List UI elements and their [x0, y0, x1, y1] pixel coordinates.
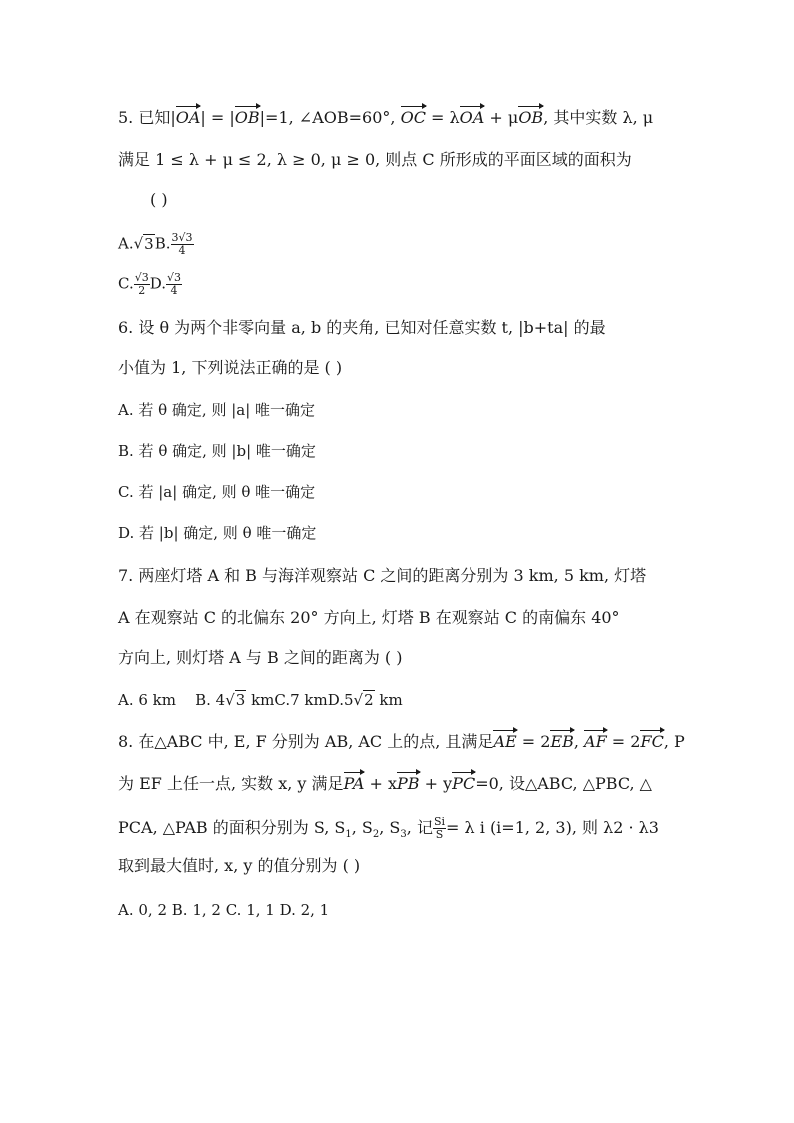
vec-OA: OA: [175, 108, 201, 127]
q5-text: =1, ∠AOB=60°,: [265, 108, 401, 127]
q6-line1: 6. 设 θ 为两个非零向量 a, b 的夹角, 已知对任意实数 t, |b+ta| 的最: [118, 318, 606, 337]
q8-text: =0, 设△ABC, △PBC, △: [475, 774, 652, 793]
radicand: 3: [235, 691, 246, 709]
fraction: [134, 272, 150, 297]
option-a: A. 6 km: [118, 691, 176, 709]
q6-option-d: D. 若 |b| 确定, 则 θ 唯一确定: [118, 524, 317, 542]
q8-text: + x: [364, 774, 398, 793]
q7-line1: 7. 两座灯塔 A 和 B 与海洋观察站 C 之间的距离分别为 3 km, 5 km, 灯塔: [118, 566, 647, 585]
q8-text: = 2: [516, 732, 551, 751]
frac-num: √3: [167, 271, 182, 284]
fraction: [433, 816, 446, 841]
radicand: 2: [364, 691, 374, 709]
q8-text: ,: [573, 732, 585, 751]
q8-text: 为 EF 上任一点, 实数 x, y 满足: [118, 774, 344, 793]
q8-text: PCA, △PAB 的面积分别为 S, S: [118, 818, 346, 837]
vec-OC: OC: [400, 108, 426, 127]
sqrt-icon: √3: [133, 234, 154, 253]
q8-options: A. 0, 2 B. 1, 2 C. 1, 1 D. 2, 1: [118, 901, 330, 919]
q5-options-cd: [118, 272, 182, 297]
sqrt-icon: √3: [225, 691, 246, 709]
vec-OB: OB: [234, 108, 260, 127]
q8-line1: [118, 732, 685, 752]
frac-den: 4: [178, 244, 186, 257]
q8-text: , P: [663, 732, 685, 751]
q6-line2: 小值为 1, 下列说法正确的是 ( ): [118, 358, 343, 377]
q7-line3: 方向上, 则灯塔 A 与 B 之间的距离为 ( ): [118, 648, 403, 667]
q7-line2: A 在观察站 C 的北偏东 20° 方向上, 灯塔 B 在观察站 C 的南偏东 40°: [118, 608, 620, 627]
vec-OA: OA: [459, 108, 485, 127]
q6-option-a: A. 若 θ 确定, 则 |a| 唯一确定: [118, 401, 316, 419]
q8-text: + y: [419, 774, 453, 793]
q7-options: [118, 690, 403, 710]
q5-paren: ( ): [150, 190, 168, 209]
option-b-prefix: B. 4: [195, 691, 226, 709]
q5-line2: 满足 1 ≤ λ + μ ≤ 2, λ ≥ 0, μ ≥ 0, 则点 C 所形成的平面区域的面积为: [118, 150, 632, 169]
vec-EB: EB: [550, 732, 574, 751]
option-label: C.: [118, 274, 134, 293]
vec-AF: AF: [584, 732, 607, 751]
frac-num: Si: [433, 815, 446, 828]
q8-line2: [118, 774, 652, 794]
sqrt-icon: √2: [353, 691, 374, 709]
q8-line3: PCA, △PAB 的面积分别为 S, $S_1$, $S_2$, $S_3$, 记 $\frac{Si}{S}$ = λ i (i=1, 2, 3), 则 λ2 · λ3: [118, 815, 659, 841]
q5-line1: 5. 已知|OA| = |OB|=1, ∠AOB=60°, OC = λOA + μOB, 其中实数 λ, μ: [118, 108, 654, 127]
vec-AE: AE: [493, 732, 517, 751]
frac-den: 2: [138, 284, 146, 297]
vec-PB: PB: [397, 774, 420, 793]
q8-line4: 取到最大值时, x, y 的值分别为 ( ): [118, 856, 361, 875]
fraction: [166, 272, 182, 297]
frac-num: √3: [134, 271, 149, 284]
fraction: [171, 232, 194, 257]
option-b-suffix: kmC.7 kmD.5: [246, 691, 354, 709]
q8-text: = λ i (i=1, 2, 3), 则 λ2 · λ3: [446, 818, 659, 837]
option-label: A.: [118, 234, 134, 253]
frac-num: 3√3: [171, 231, 193, 244]
vec-OB: OB: [518, 108, 544, 127]
option-label: B.: [154, 234, 171, 253]
frac-den: 4: [170, 284, 178, 297]
q5-text: 5. 已知: [118, 108, 171, 127]
q8-text: = 2: [606, 732, 641, 751]
q6-option-b: B. 若 θ 确定, 则 |b| 唯一确定: [118, 442, 316, 460]
frac-den: S: [435, 828, 444, 841]
option-d-suffix: km: [374, 691, 403, 709]
q5-options-ab: [118, 232, 194, 257]
vec-PC: PC: [452, 774, 476, 793]
option-label: D.: [149, 274, 166, 293]
vec-FC: FC: [640, 732, 664, 751]
q5-text: , 其中实数 λ, μ: [543, 108, 654, 127]
option-a-value: 3: [144, 234, 154, 253]
q8-text: , 记: [406, 818, 433, 837]
q8-text: 8. 在△ABC 中, E, F 分别为 AB, AC 上的点, 且满足: [118, 732, 494, 751]
vec-PA: PA: [343, 774, 365, 793]
q6-option-c: C. 若 |a| 确定, 则 θ 唯一确定: [118, 483, 316, 501]
